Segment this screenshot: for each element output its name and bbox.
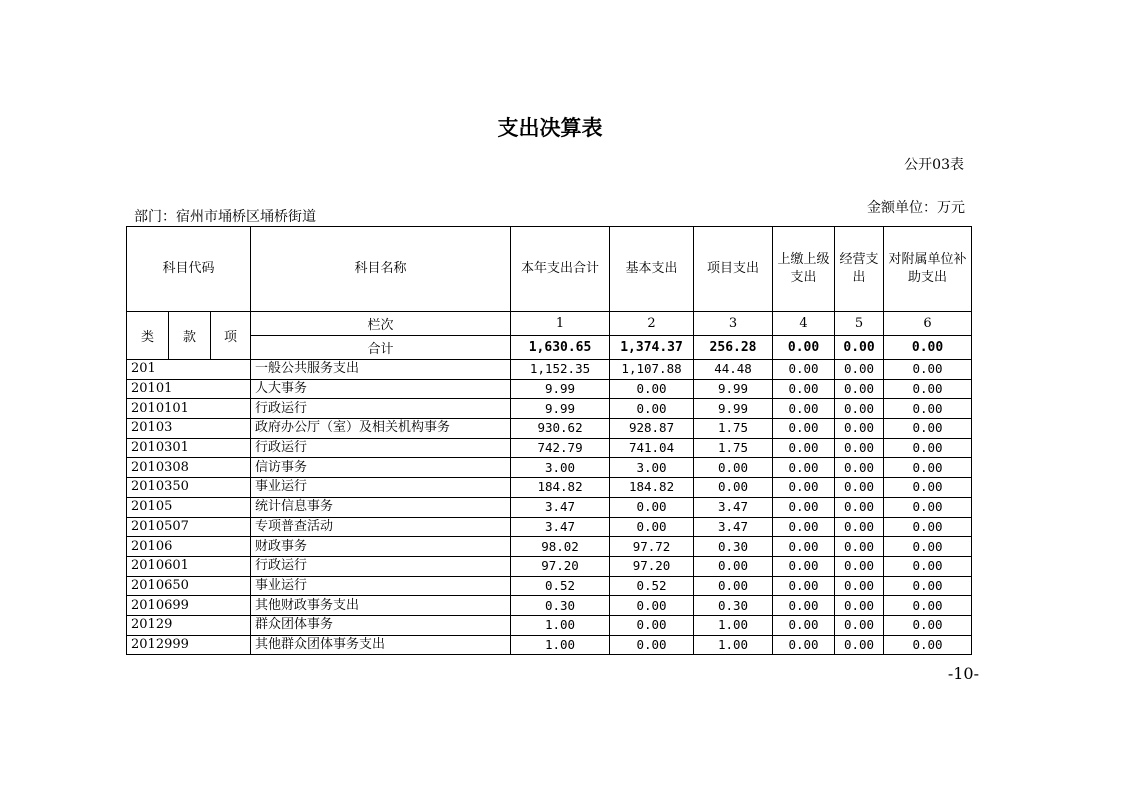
amount-cell: 97.20 [610, 556, 694, 576]
amount-cell: 0.00 [694, 556, 773, 576]
column-number: 6 [884, 312, 972, 336]
expenditure-table [126, 226, 972, 655]
total-value: 0.00 [835, 336, 884, 360]
amount-cell: 0.00 [884, 360, 972, 380]
subject-name: 事业运行 [251, 478, 511, 498]
amount-cell: 0.52 [511, 576, 610, 596]
table-row [127, 478, 972, 498]
amount-cell: 0.00 [884, 399, 972, 419]
subject-code: 2010699 [127, 596, 251, 616]
amount-cell: 0.00 [694, 458, 773, 478]
page-number: -10- [947, 664, 979, 683]
amount-cell: 9.99 [511, 399, 610, 419]
amount-cell: 0.00 [773, 517, 835, 537]
amount-cell: 0.00 [610, 615, 694, 635]
amount-cell: 44.48 [694, 360, 773, 380]
amount-cell: 0.00 [610, 517, 694, 537]
amount-cell: 0.00 [835, 517, 884, 537]
amount-cell: 97.72 [610, 537, 694, 557]
amount-cell: 1,152.35 [511, 360, 610, 380]
total-value: 0.00 [884, 336, 972, 360]
amount-cell: 0.00 [835, 497, 884, 517]
amount-cell: 0.00 [773, 556, 835, 576]
subject-name: 其他财政事务支出 [251, 596, 511, 616]
amount-cell: 3.47 [511, 517, 610, 537]
header-subsidy: 对附属单位补助支出 [884, 227, 972, 312]
total-value: 1,374.37 [610, 336, 694, 360]
amount-cell: 3.47 [694, 517, 773, 537]
amount-cell: 184.82 [610, 478, 694, 498]
subject-name: 行政运行 [251, 556, 511, 576]
amount-cell: 742.79 [511, 438, 610, 458]
amount-cell: 0.30 [511, 596, 610, 616]
subject-code: 2010301 [127, 438, 251, 458]
amount-cell: 97.20 [511, 556, 610, 576]
subject-name: 统计信息事务 [251, 497, 511, 517]
subject-name: 事业运行 [251, 576, 511, 596]
amount-cell: 0.00 [773, 399, 835, 419]
form-number: 公开03表 [904, 157, 964, 173]
header-basic: 基本支出 [610, 227, 694, 312]
header-upper: 上缴上级支出 [773, 227, 835, 312]
amount-cell: 0.00 [835, 576, 884, 596]
amount-cell: 0.00 [835, 596, 884, 616]
amount-cell: 1.75 [694, 438, 773, 458]
table-row [127, 615, 972, 635]
subject-code: 20105 [127, 497, 251, 517]
amount-cell: 0.00 [884, 517, 972, 537]
amount-cell: 0.00 [884, 419, 972, 439]
header-total: 本年支出合计 [511, 227, 610, 312]
table-row [127, 537, 972, 557]
subject-name: 财政事务 [251, 537, 511, 557]
amount-cell: 3.00 [511, 458, 610, 478]
table-row [127, 556, 972, 576]
subject-code: 20101 [127, 379, 251, 399]
subject-code: 2010650 [127, 576, 251, 596]
amount-cell: 0.00 [773, 458, 835, 478]
amount-cell: 0.00 [610, 497, 694, 517]
subject-name: 其他群众团体事务支出 [251, 635, 511, 655]
amount-cell: 0.00 [610, 635, 694, 655]
amount-cell: 0.00 [835, 360, 884, 380]
amount-cell: 0.00 [835, 419, 884, 439]
amount-cell: 0.00 [884, 615, 972, 635]
subject-code: 2010101 [127, 399, 251, 419]
table-row [127, 360, 972, 380]
table-row [127, 497, 972, 517]
subject-code: 20106 [127, 537, 251, 557]
subject-code: 2010308 [127, 458, 251, 478]
column-number: 3 [694, 312, 773, 336]
total-label: 合计 [251, 336, 511, 360]
subject-name: 群众团体事务 [251, 615, 511, 635]
subject-code: 2010601 [127, 556, 251, 576]
amount-cell: 0.00 [773, 576, 835, 596]
table-row [127, 379, 972, 399]
amount-cell: 9.99 [694, 379, 773, 399]
amount-cell: 1.00 [511, 615, 610, 635]
amount-cell: 0.00 [773, 478, 835, 498]
amount-unit: 金额单位：万元 [867, 200, 965, 216]
amount-cell: 0.00 [835, 537, 884, 557]
subject-code: 2010507 [127, 517, 251, 537]
amount-cell: 0.00 [773, 419, 835, 439]
header-lei: 类 [127, 312, 169, 360]
total-value: 0.00 [773, 336, 835, 360]
amount-cell: 0.00 [835, 379, 884, 399]
table-row [127, 517, 972, 537]
amount-cell: 0.30 [694, 596, 773, 616]
amount-cell: 0.00 [835, 556, 884, 576]
department-label: 部门：宿州市埇桥区埇桥街道 [134, 209, 316, 225]
amount-cell: 0.00 [884, 438, 972, 458]
amount-cell: 0.00 [835, 458, 884, 478]
column-number-row [127, 312, 972, 336]
subject-name: 政府办公厅（室）及相关机构事务 [251, 419, 511, 439]
amount-cell: 0.00 [773, 438, 835, 458]
total-row [127, 336, 972, 360]
header-project: 项目支出 [694, 227, 773, 312]
amount-cell: 0.00 [610, 596, 694, 616]
subject-code: 201 [127, 360, 251, 380]
amount-cell: 0.00 [884, 478, 972, 498]
amount-cell: 1.75 [694, 419, 773, 439]
amount-cell: 0.00 [773, 537, 835, 557]
amount-cell: 0.00 [773, 615, 835, 635]
header-kuan: 款 [169, 312, 211, 360]
amount-cell: 0.00 [773, 596, 835, 616]
subject-code: 20129 [127, 615, 251, 635]
amount-cell: 1.00 [694, 615, 773, 635]
amount-cell: 1.00 [511, 635, 610, 655]
header-row [127, 227, 972, 312]
amount-cell: 9.99 [511, 379, 610, 399]
amount-cell: 184.82 [511, 478, 610, 498]
amount-cell: 0.00 [694, 478, 773, 498]
table-row [127, 399, 972, 419]
amount-cell: 1.00 [694, 635, 773, 655]
amount-cell: 3.47 [511, 497, 610, 517]
subject-code: 2010350 [127, 478, 251, 498]
total-value: 1,630.65 [511, 336, 610, 360]
subject-name: 人大事务 [251, 379, 511, 399]
page-title: 支出决算表 [497, 116, 603, 140]
amount-cell: 1,107.88 [610, 360, 694, 380]
amount-cell: 0.00 [835, 478, 884, 498]
subject-code: 2012999 [127, 635, 251, 655]
amount-cell: 0.00 [884, 576, 972, 596]
header-business: 经营支出 [835, 227, 884, 312]
table-row [127, 438, 972, 458]
column-number: 2 [610, 312, 694, 336]
amount-cell: 0.00 [884, 635, 972, 655]
header-name: 科目名称 [251, 227, 511, 312]
table-row [127, 458, 972, 478]
amount-cell: 0.00 [773, 635, 835, 655]
subject-name: 信访事务 [251, 458, 511, 478]
column-number: 4 [773, 312, 835, 336]
amount-cell: 3.47 [694, 497, 773, 517]
subject-name: 一般公共服务支出 [251, 360, 511, 380]
amount-cell: 741.04 [610, 438, 694, 458]
header-xiang: 项 [211, 312, 251, 360]
amount-cell: 0.00 [884, 537, 972, 557]
amount-cell: 930.62 [511, 419, 610, 439]
amount-cell: 0.52 [610, 576, 694, 596]
header-code: 科目代码 [127, 227, 251, 312]
amount-cell: 0.00 [835, 438, 884, 458]
amount-cell: 0.00 [884, 497, 972, 517]
amount-cell: 0.00 [884, 556, 972, 576]
amount-cell: 0.00 [610, 379, 694, 399]
amount-cell: 0.00 [835, 635, 884, 655]
amount-cell: 0.00 [884, 596, 972, 616]
amount-cell: 3.00 [610, 458, 694, 478]
subject-name: 行政运行 [251, 438, 511, 458]
total-value: 256.28 [694, 336, 773, 360]
amount-cell: 9.99 [694, 399, 773, 419]
column-number: 1 [511, 312, 610, 336]
amount-cell: 98.02 [511, 537, 610, 557]
amount-cell: 0.00 [884, 458, 972, 478]
amount-cell: 0.00 [773, 379, 835, 399]
table-row [127, 576, 972, 596]
amount-cell: 0.30 [694, 537, 773, 557]
amount-cell: 0.00 [835, 615, 884, 635]
amount-cell: 0.00 [884, 379, 972, 399]
header-lanci: 栏次 [251, 312, 511, 336]
amount-cell: 0.00 [773, 497, 835, 517]
table-row [127, 419, 972, 439]
column-number: 5 [835, 312, 884, 336]
amount-cell: 0.00 [835, 399, 884, 419]
amount-cell: 928.87 [610, 419, 694, 439]
subject-name: 行政运行 [251, 399, 511, 419]
table-row [127, 596, 972, 616]
table-row [127, 635, 972, 655]
amount-cell: 0.00 [610, 399, 694, 419]
subject-code: 20103 [127, 419, 251, 439]
subject-name: 专项普查活动 [251, 517, 511, 537]
amount-cell: 0.00 [694, 576, 773, 596]
amount-cell: 0.00 [773, 360, 835, 380]
